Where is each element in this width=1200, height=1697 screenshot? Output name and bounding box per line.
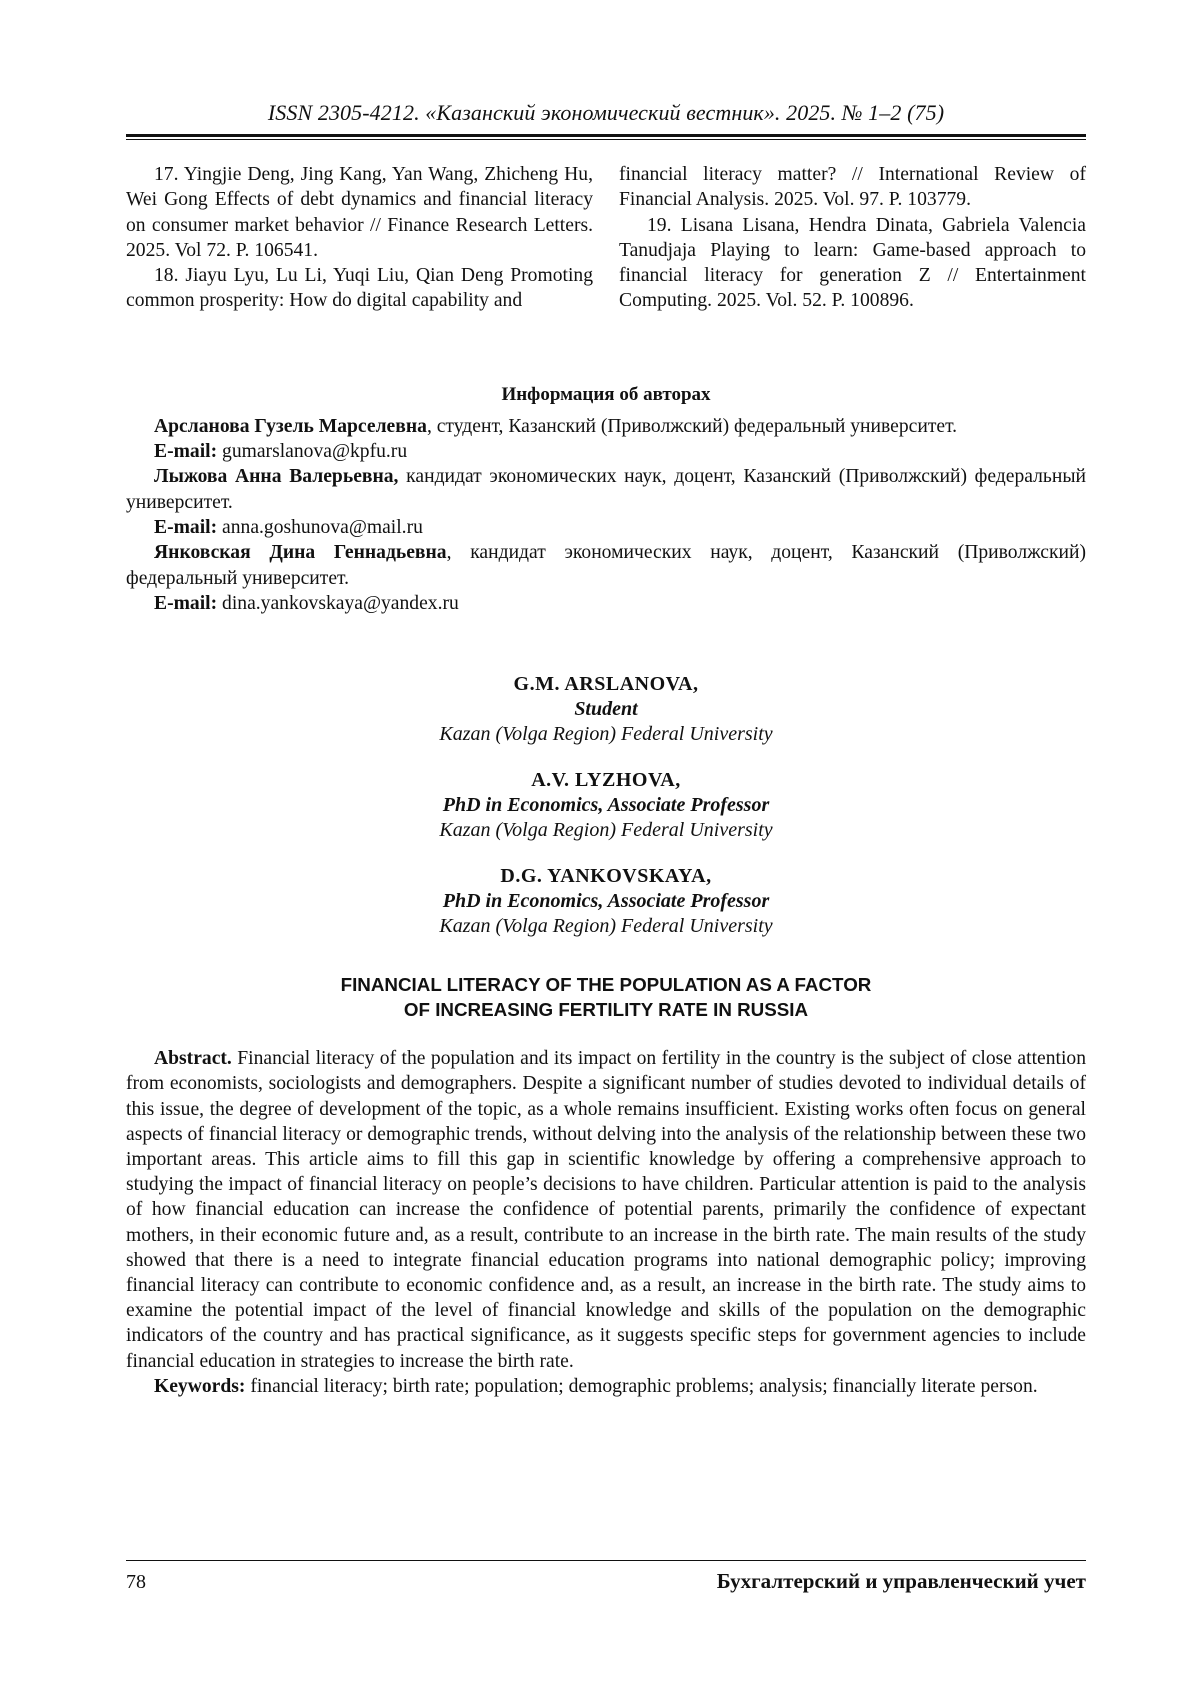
author-name: Лыжова Анна Валерьевна, (154, 466, 399, 488)
page-number: 78 (126, 1571, 146, 1593)
english-author-name: D.G. YANKOVSKAYA, (500, 865, 712, 888)
author-info-entry (126, 464, 1086, 515)
author-email-line (126, 515, 1086, 540)
author-email: dina.yankovskaya@yandex.ru (222, 592, 459, 614)
references-left-column (126, 162, 593, 314)
author-name: Арсланова Гузель Марселевна (154, 415, 427, 437)
keywords-text: financial literacy; birth rate; population; demographic problems; analysis; financially literate person. (245, 1375, 1038, 1397)
english-author-position: PhD in Economics, Associate Professor (442, 794, 770, 817)
references-right-column (619, 162, 1086, 314)
author-email-line (126, 439, 1086, 464)
english-author-affiliation: Kazan (Volga Region) Federal University (439, 915, 773, 938)
article-title-line: FINANCIAL LITERACY OF THE POPULATION AS A FACTOR (340, 974, 872, 996)
author-description: , кандидат экономических наук, доцент, Казанский (Приволжский) федеральный университет. (126, 542, 1086, 589)
email-label: E-mail: (154, 441, 218, 463)
article-title (126, 972, 1086, 1022)
references (126, 162, 1086, 314)
author-description: кандидат экономических наук, доцент, Казанский (Приволжский) федеральный университет. (126, 466, 1086, 513)
abstract-label: Abstract. (154, 1048, 232, 1070)
author-email-line (126, 591, 1086, 616)
abstract-text: Financial literacy of the population and its impact on fertility in the country is the subject of close attention from economists, sociologists and demographers. Despite a significant number of studies devoted to individual details of this issue, the degree of development of the topic, as a whole remains insufficient. Existing works often focus on general aspects of financial literacy or demographic trends, without delving into the analysis of the relationship between these two important areas. This article aims to fill this gap in scientific knowledge by offering a comprehensive approach to studying the impact of financial literacy on people’s decisions to have children. Particular attention is paid to the analysis of how financial education can increase the confidence of potential parents, primarily the confidence of expectant mothers, in their economic future and, as a result, contribute to an increase in the birth rate. The main results of the study showed that there is a need to integrate financial education programs into national demographic policy; improving financial literacy can contribute to economic confidence and, as a result, an increase in the birth rate. The study aims to examine the potential impact of the level of financial knowledge and skills of the population on the demographic indicators of the country and has practical significance, as it suggests specific steps for government agencies to include financial education in strategies to increase the birth rate. (126, 1048, 1086, 1372)
authors-info (126, 414, 1086, 616)
page-footer (126, 1560, 1086, 1594)
header-rule-thin (126, 139, 1086, 140)
footer-row (126, 1569, 1086, 1594)
article-title-line: OF INCREASING FERTILITY RATE IN RUSSIA (403, 999, 809, 1021)
english-author-affiliation: Kazan (Volga Region) Federal University (439, 723, 773, 746)
author-email: gumarslanova@kpfu.ru (222, 441, 408, 463)
reference-item-continued: financial literacy matter? // International Review of Financial Analysis. 2025. Vol. 97. P. 103779. (619, 164, 1086, 211)
author-info-entry (126, 414, 1086, 439)
email-label: E-mail: (154, 592, 218, 614)
english-author-block (126, 672, 1086, 747)
footer-rule (126, 1560, 1086, 1561)
journal-section-title: Бухгалтерский и управленческий учет (716, 1569, 1086, 1593)
english-author-affiliation: Kazan (Volga Region) Federal University (439, 819, 773, 842)
english-author-block (126, 864, 1086, 939)
english-author-position: PhD in Economics, Associate Professor (442, 890, 770, 913)
keywords-label: Keywords: (154, 1375, 246, 1397)
english-author-position: Student (574, 698, 638, 721)
author-description: , студент, Казанский (Приволжский) федеральный университет. (426, 415, 958, 437)
english-author-name: G.M. ARSLANOVA, (513, 673, 699, 696)
email-label: E-mail: (154, 516, 218, 538)
abstract-section (126, 1046, 1086, 1399)
reference-item: 17. Yingjie Deng, Jing Kang, Yan Wang, Zhicheng Hu, Wei Gong Effects of debt dynamics and financial literacy on consumer market behavior // Finance Research Letters. 2025. Vol 72. P. 106541. (126, 164, 593, 261)
reference-item: 18. Jiayu Lyu, Lu Li, Yuqi Liu, Qian Deng Promoting common prosperity: How do digital capability and (126, 265, 593, 312)
keywords-paragraph (126, 1374, 1086, 1399)
page (126, 100, 1086, 1399)
author-email: anna.goshunova@mail.ru (222, 516, 423, 538)
journal-header: ISSN 2305-4212. «Казанский экономический вестник». 2025. № 1–2 (75) (267, 100, 945, 125)
english-author-name: A.V. LYZHOVA, (531, 769, 681, 792)
header-rule-thick (126, 134, 1086, 137)
abstract-paragraph (126, 1046, 1086, 1374)
english-author-block (126, 768, 1086, 843)
reference-item: 19. Lisana Lisana, Hendra Dinata, Gabriela Valencia Tanudjaja Playing to learn: Game-based approach to financial literacy for generation Z // Entertainment Computing. 2025. Vol. 52. P. 100896. (619, 214, 1086, 312)
author-name: Янковская Дина Геннадьевна (154, 542, 447, 564)
author-info-entry (126, 540, 1086, 591)
authors-info-title: Информация об авторах (501, 383, 711, 405)
